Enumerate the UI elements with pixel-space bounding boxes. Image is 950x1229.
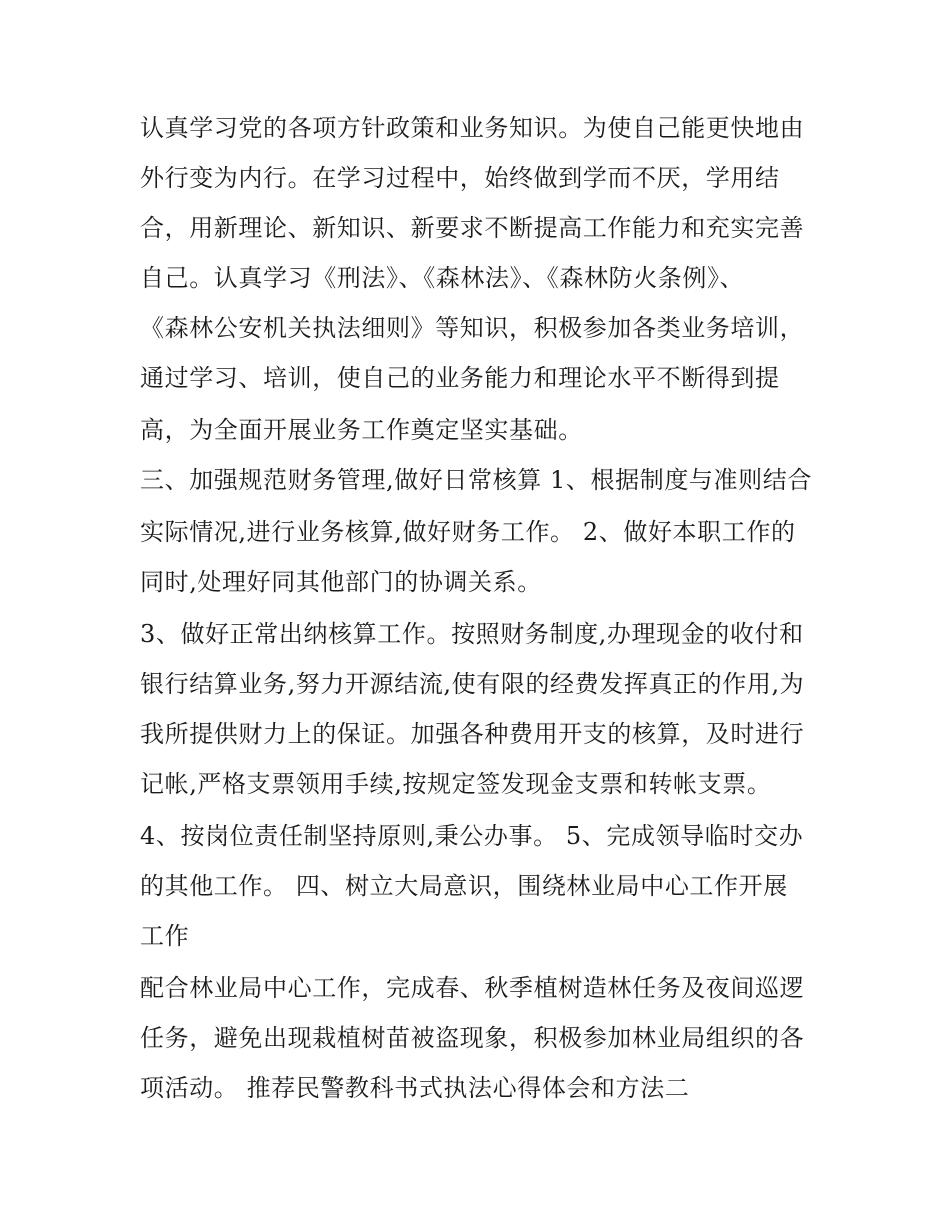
text-line: 3、做好正常出纳核算工作。按照财务制度,办理现金的收付和 (140, 620, 804, 648)
text-line: 的其他工作。 四、树立大局意识，围绕林业局中心工作开展 (140, 872, 788, 900)
text-line: 合，用新理论、新知识、新要求不断提高工作能力和充实完善 (140, 214, 805, 242)
text-line: 我所提供财力上的保证。加强各种费用开支的核算，及时进行 (140, 720, 805, 748)
text-line: 自己。认真学习《刑法》、《森林法》、《森林防火条例》、 (140, 264, 745, 292)
text-line: 4、按岗位责任制坚持原则,秉公办事。 5、完成领导临时交办 (140, 822, 804, 850)
text-line: 配合林业局中心工作，完成春、秋季植树造林任务及夜间巡逻 (140, 974, 805, 1002)
text-line: 实际情况,进行业务核算,做好财务工作。 2、做好本职工作的 (140, 518, 796, 546)
text-line: 外行变为内行。在学习过程中，始终做到学而不厌，学用结 (140, 164, 780, 192)
text-line: 高，为全面开展业务工作奠定坚实基础。 (140, 416, 583, 444)
section-heading-line: 三、加强规范财务管理,做好日常核算 1、根据制度与准则结合 (140, 466, 812, 494)
text-line: 项活动。 推荐民警教科书式执法心得体会和方法二 (140, 1074, 690, 1102)
text-line: 记帐,严格支票领用手续,按规定签发现金支票和转帐支票。 (140, 770, 772, 798)
text-line: 同时,处理好同其他部门的协调关系。 (140, 568, 542, 596)
text-line: 通过学习、培训，使自己的业务能力和理论水平不断得到提 (140, 364, 780, 392)
text-line: 银行结算业务,努力开源结流,使有限的经费发挥真正的作用,为 (140, 670, 805, 698)
text-line: 工作 (140, 922, 190, 950)
text-line: 任务，避免出现栽植树苗被盗现象，积极参加林业局组织的各 (140, 1024, 805, 1052)
text-line: 认真学习党的各项方针政策和业务知识。为使自己能更快地由 (140, 114, 805, 142)
text-line: 《森林公安机关执法细则》等知识，积极参加各类业务培训， (140, 314, 805, 342)
